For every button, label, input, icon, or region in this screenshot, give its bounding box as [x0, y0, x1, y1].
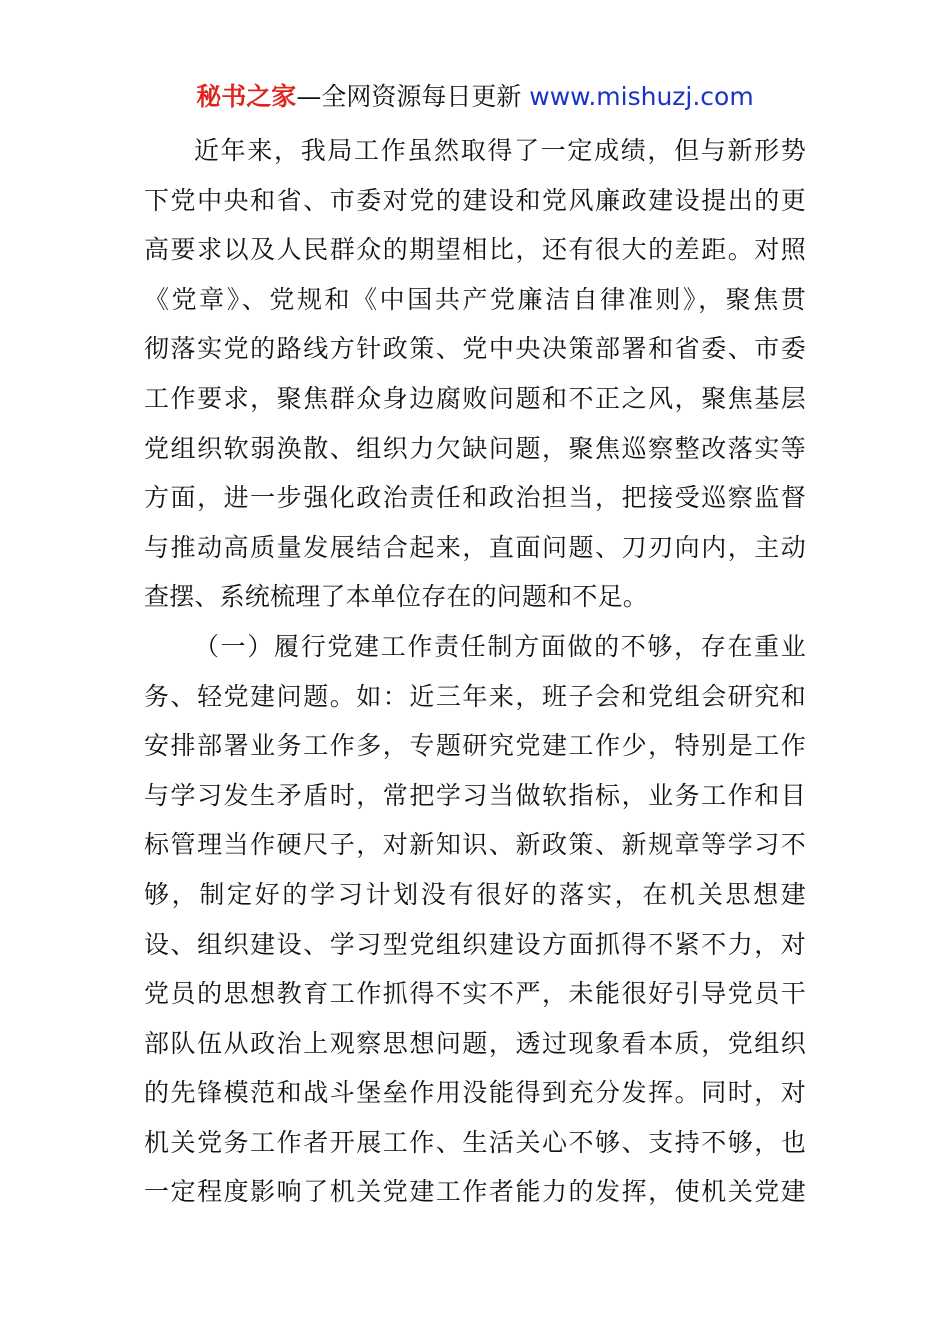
text-line: （一）履行党建工作责任制方面做的不够，存在重业 — [194, 631, 806, 661]
text-line: 工作要求，聚焦群众身边腐败问题和不正之风，聚焦基层 — [144, 383, 806, 413]
text-line: 与学习发生矛盾时，常把学习当做软指标，业务工作和目 — [144, 780, 806, 810]
page-header — [0, 80, 950, 114]
text-line: 部队伍从政治上观察思想问题，透过现象看本质，党组织 — [144, 1028, 806, 1058]
paragraph-section-one — [144, 622, 806, 1217]
text-line: 彻落实党的路线方针政策、党中央决策部署和省委、市委 — [144, 334, 806, 364]
text-line: 方面，进一步强化政治责任和政治担当，把接受巡察监督 — [144, 483, 806, 513]
text-line: 安排部署业务工作多，专题研究党建工作少，特别是工作 — [144, 731, 806, 761]
paragraph-intro — [144, 126, 806, 622]
text-line: 党员的思想教育工作抓得不实不严，未能很好引导党员干 — [144, 979, 806, 1009]
text-line: 一定程度影响了机关党建工作者能力的发挥，使机关党建 — [144, 1177, 806, 1207]
text-line: 与推动高质量发展结合起来，直面问题、刀刃向内，主动 — [144, 532, 806, 562]
document-body — [144, 126, 806, 1217]
text-line: 够，制定好的学习计划没有很好的落实，在机关思想建 — [144, 879, 806, 909]
text-line: 标管理当作硬尺子，对新知识、新政策、新规章等学习不 — [144, 830, 806, 860]
text-line: 设、组织建设、学习型党组织建设方面抓得不紧不力，对 — [144, 929, 806, 959]
text-line: 近年来，我局工作虽然取得了一定成绩，但与新形势 — [194, 136, 806, 165]
text-line: 的先锋模范和战斗堡垒作用没能得到充分发挥。同时，对 — [144, 1078, 806, 1108]
text-line: 务、轻党建问题。如：近三年来，班子会和党组会研究和 — [144, 681, 806, 711]
site-tagline: —全网资源每日更新 — [296, 82, 522, 111]
site-url[interactable]: www.mishuzj.com — [529, 82, 754, 111]
text-line: 机关党务工作者开展工作、生活关心不够、支持不够，也 — [144, 1127, 806, 1157]
text-line: 下党中央和省、市委对党的建设和党风廉政建设提出的更 — [144, 185, 806, 215]
text-line: 《党章》、党规和《中国共产党廉洁自律准则》，聚焦贯 — [144, 284, 806, 314]
text-line: 查摆、系统梳理了本单位存在的问题和不足。 — [144, 582, 649, 612]
text-line: 高要求以及人民群众的期望相比，还有很大的差距。对照 — [144, 235, 806, 265]
site-brand: 秘书之家 — [196, 82, 297, 111]
text-line: 党组织软弱涣散、组织力欠缺问题，聚焦巡察整改落实等 — [144, 433, 806, 463]
